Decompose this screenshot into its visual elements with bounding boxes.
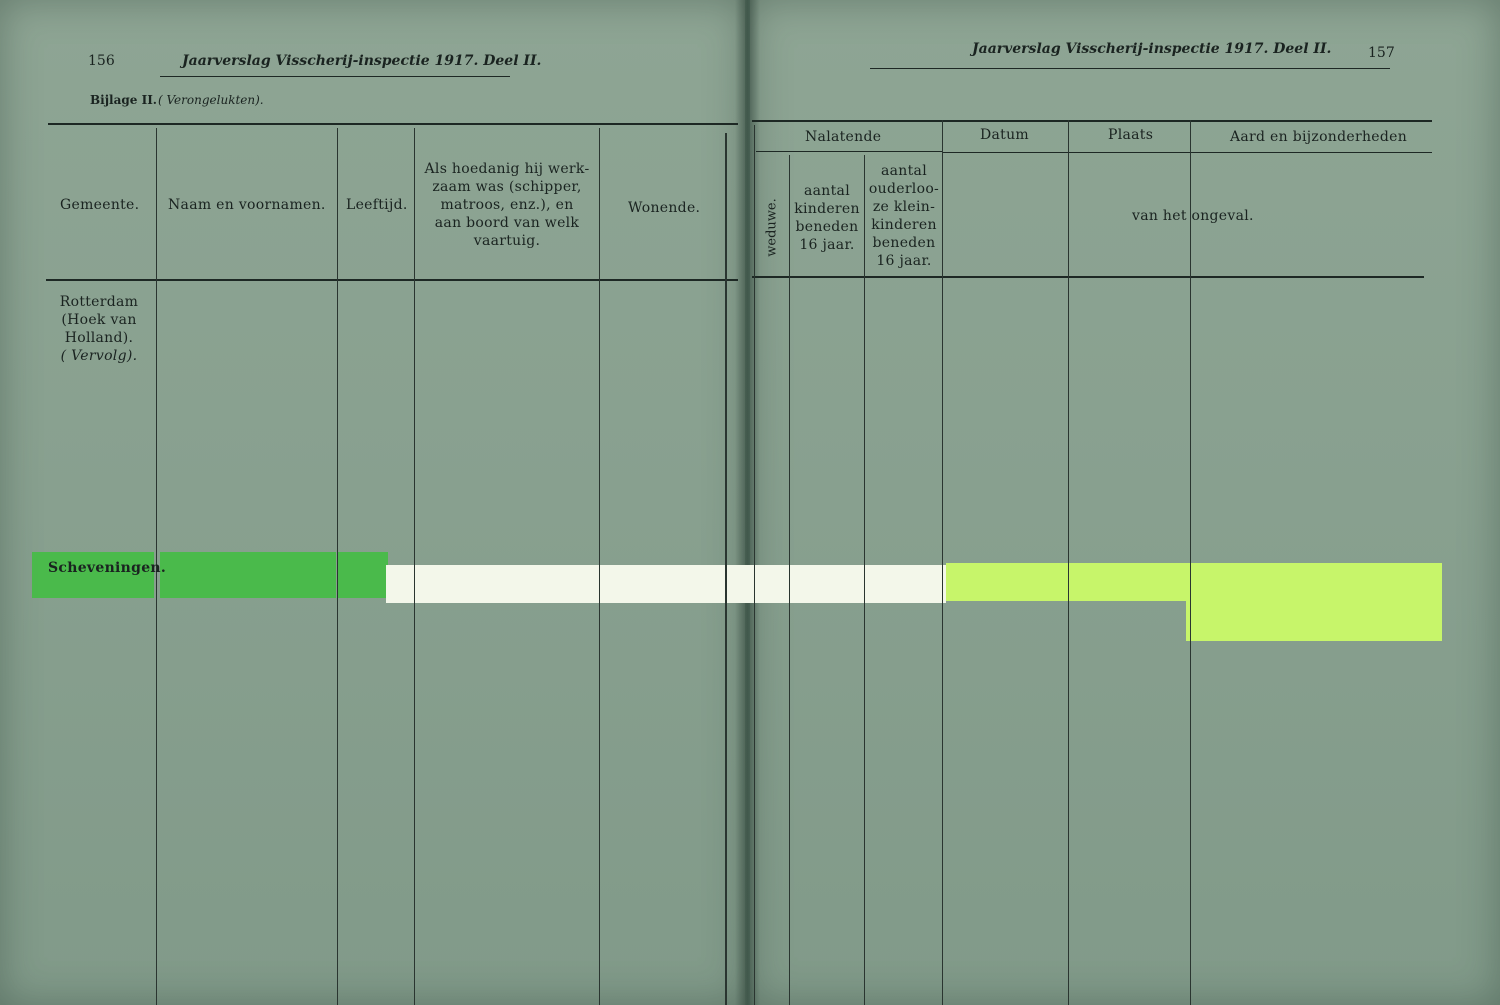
col-divider-4 [599,128,600,1005]
nalatende-rule [756,151,942,152]
col-divider-11 [1190,120,1191,1005]
header-wonende: Wonende. [628,200,701,216]
highlight-naam [160,552,336,598]
right-header-rule [870,68,1390,69]
header-kleinkinderen: aantal ouderloo- ze klein- kinderen beneden 16 jaar. [868,163,940,269]
right-table-header-rule [752,276,1424,278]
appendix-note: ( Verongelukten). [158,93,264,107]
col-divider-3 [414,128,415,1005]
header-kinderen: aantal kinderen beneden 16 jaar. [794,183,860,253]
col-divider-6 [754,125,755,1005]
col-divider-10 [1068,120,1069,1005]
header-gemeente: Gemeente. [60,197,140,213]
header-plaats: Plaats [1108,127,1154,143]
appendix-label: Bijlage II. [90,93,157,107]
left-table-top-rule [48,123,738,125]
header-leeftijd: Leeftijd. [346,197,408,213]
header-datum: Datum [980,127,1029,143]
datum-rule [942,152,1432,153]
highlight-leeftijd [338,552,388,598]
col-divider-7 [789,155,790,1005]
col-divider-5 [725,133,727,1005]
header-aard: Aard en bijzonderheden [1230,129,1408,145]
gemeente-scheveningen: Scheveningen. [48,560,167,576]
left-page [0,0,745,1005]
header-naam: Naam en voornamen. [168,197,326,213]
header-weduwe: weduwe. [764,198,780,257]
highlight-aard [1186,563,1442,641]
left-table-header-rule [46,279,738,281]
right-table-top-rule [752,120,1432,122]
gemeente-rotterdam: Rotterdam (Hoek van Holland). ( Vervolg). [59,294,139,364]
left-page-number: 156 [88,53,115,69]
right-page-number: 157 [1368,45,1395,61]
highlight-row-white [386,565,946,603]
col-divider-8 [864,155,865,1005]
left-running-title: Jaarverslag Visscherij-inspectie 1917. Deel II. [182,53,542,69]
header-ongeval: van het ongeval. [1132,208,1254,224]
left-header-rule [160,76,510,77]
header-hoedanig: Als hoedanig hij werk- zaam was (schipper, matroos, enz.), en aan boord van welk vaartuig. [424,161,590,249]
right-running-title: Jaarverslag Visscherij-inspectie 1917. Deel II. [972,41,1332,57]
col-divider-2 [337,128,338,1005]
header-nalatende: Nalatende [805,129,882,145]
